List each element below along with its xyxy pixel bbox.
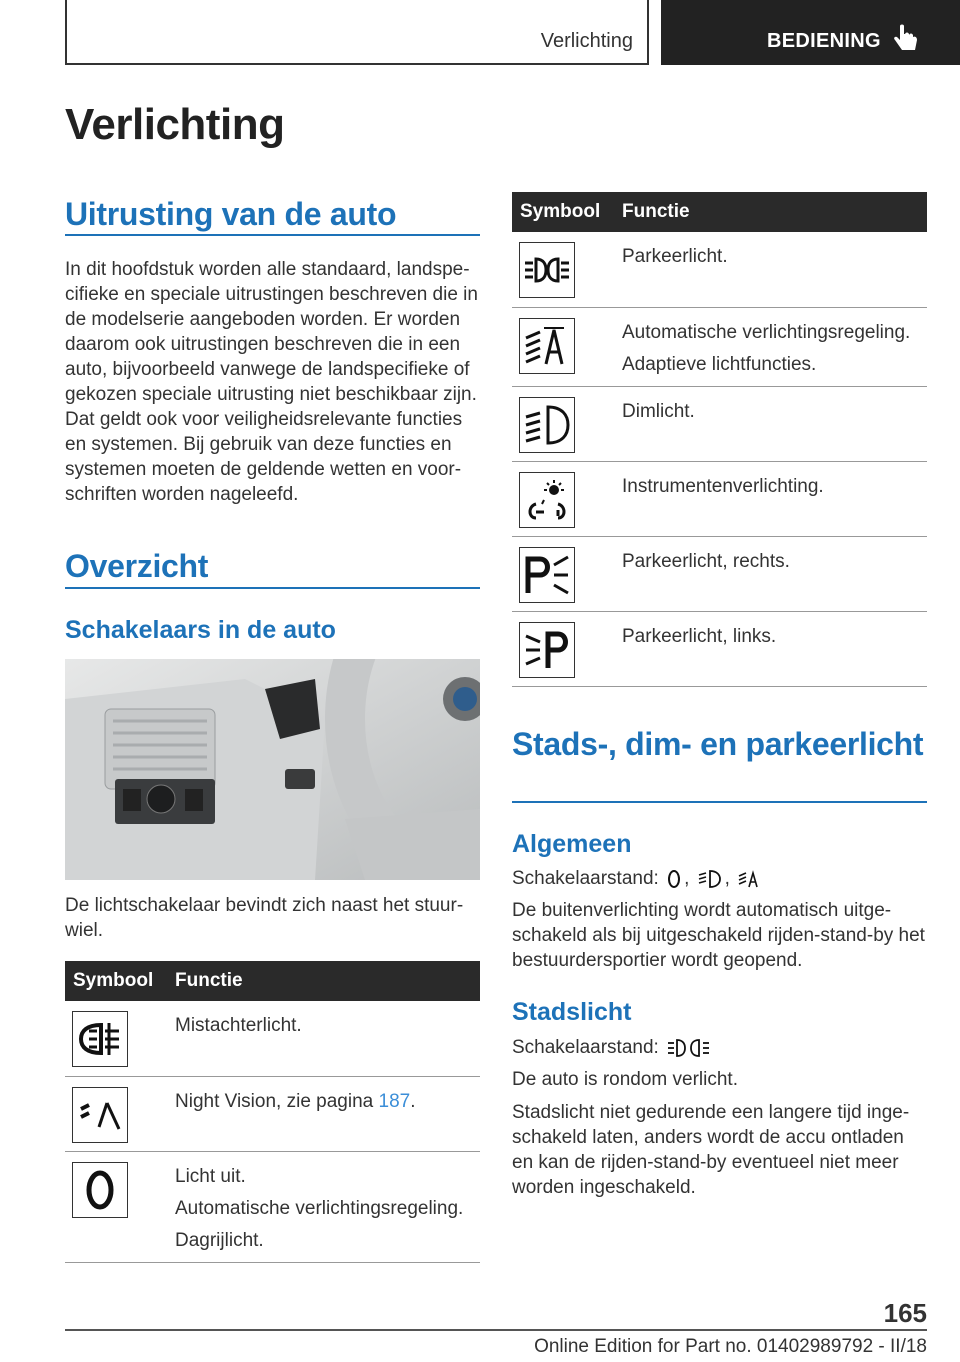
- heading-rule: [65, 234, 480, 236]
- footer-edition: Online Edition for Part no. 01402989792 - II/18: [534, 1336, 927, 1357]
- function-text: Licht uit.: [175, 1165, 246, 1187]
- heading-equipment: Uitrusting van de auto: [65, 196, 397, 232]
- table-row: [65, 1151, 480, 1262]
- table-row: [512, 461, 927, 536]
- symbol-table-left: [65, 961, 480, 1263]
- header-chapter-tab: [661, 0, 960, 65]
- table-row: [512, 232, 927, 307]
- function-text: Adaptieve lichtfuncties.: [622, 353, 817, 375]
- column-header-symbol: Symbool: [65, 961, 167, 1001]
- function-text: Dimlicht.: [622, 400, 695, 422]
- page-link-187[interactable]: 187: [378, 1090, 411, 1112]
- header-chapter-label: BEDIENING: [767, 30, 881, 52]
- symbol-table-right: [512, 192, 927, 687]
- switch-label: Schakelaarstand:: [512, 868, 659, 889]
- switch-label: Schakelaarstand:: [512, 1037, 659, 1058]
- page-title: Verlichting: [65, 100, 285, 149]
- city-paragraph-2: Stadslicht niet gedurende een langere tijd inge-schakeld laten, anders wordt de accu ontladen en kan de rijden-stand-by eventueel niet meer worden ingeschakeld.: [512, 1102, 910, 1198]
- function-text: Dagrijlicht.: [175, 1229, 264, 1251]
- heading-rule: [65, 587, 480, 589]
- function-text: Parkeerlicht, rechts.: [622, 550, 790, 572]
- low-beam-icon: [698, 869, 722, 889]
- hand-pointer-icon: [893, 24, 919, 54]
- table-row: [512, 536, 927, 611]
- page-number: 165: [883, 1298, 927, 1328]
- function-text: Night Vision, zie pagina: [175, 1090, 379, 1112]
- fog-light-icon: [72, 1011, 128, 1067]
- heading-general: Algemeen: [512, 830, 632, 858]
- function-text: Parkeerlicht, links.: [622, 625, 777, 647]
- photo-caption: De lichtschakelaar bevindt zich naast het stuur-wiel.: [65, 895, 464, 941]
- light-off-icon: [72, 1162, 128, 1218]
- table-row: [65, 1001, 480, 1076]
- general-paragraph: De buitenverlichting wordt automatisch uitge-schakeld als bij uitgeschakeld rijden-stand-by het bestuurdersportier wordt geopend.: [512, 900, 925, 971]
- heading-city-light: Stadslicht: [512, 998, 632, 1026]
- table-row: [512, 307, 927, 386]
- auto-light-icon: [738, 869, 762, 889]
- function-text: Automatische verlichtingsregeling.: [622, 321, 911, 343]
- parking-light-icon: [667, 1038, 713, 1058]
- column-header-function: Functie: [167, 961, 480, 1001]
- parking-light-icon: [519, 242, 575, 298]
- light-off-icon: [667, 869, 681, 889]
- general-switch-positions: Schakelaarstand: , ,: [512, 866, 927, 891]
- heading-lights: Stads-, dim- en parkeerlicht: [512, 726, 924, 762]
- function-text: Automatische verlichtingsregeling.: [175, 1197, 464, 1219]
- function-text: Mistachterlicht.: [175, 1015, 302, 1036]
- header-section-tab: [65, 0, 649, 65]
- footer-rule: [65, 1329, 927, 1331]
- instrument-light-icon: [519, 472, 575, 528]
- city-paragraph-1: De auto is rondom verlicht.: [512, 1069, 738, 1090]
- low-beam-icon: [519, 397, 575, 453]
- heading-overview: Overzicht: [65, 548, 209, 584]
- night-vision-icon: [72, 1087, 128, 1143]
- table-row: [65, 1076, 480, 1151]
- parking-left-icon: [519, 622, 575, 678]
- function-text: Parkeerlicht.: [622, 246, 728, 267]
- column-header-function: Functie: [614, 192, 927, 232]
- auto-light-icon: [519, 318, 575, 374]
- equipment-paragraph: In dit hoofdstuk worden alle standaard, landspe-cifieke en speciale uitrustingen beschreven die in de modelserie aangeboden worden. Er worden daarom ook uitrustingen beschreven die in een auto, bijvoorbeeld vanwege de landspecifieke of gekozen speciale uitrusting niet beschikbaar zijn. Dat geldt ook voor veiligheidsrelevante functies en systemen. Bij gebruik van deze functies en systemen moeten de geldende wetten en voor-schriften worden nageleefd.: [65, 259, 478, 505]
- light-switch-photo: [65, 659, 480, 880]
- table-row: [512, 386, 927, 461]
- header-section-label: Verlichting: [540, 30, 633, 52]
- city-switch-position: [512, 1035, 927, 1060]
- parking-right-icon: [519, 547, 575, 603]
- function-text-suffix: .: [410, 1090, 416, 1112]
- heading-switches: Schakelaars in de auto: [65, 616, 336, 644]
- heading-rule: [512, 801, 927, 803]
- table-row: [512, 611, 927, 686]
- column-header-symbol: Symbool: [512, 192, 614, 232]
- function-text: Instrumentenverlichting.: [622, 475, 824, 497]
